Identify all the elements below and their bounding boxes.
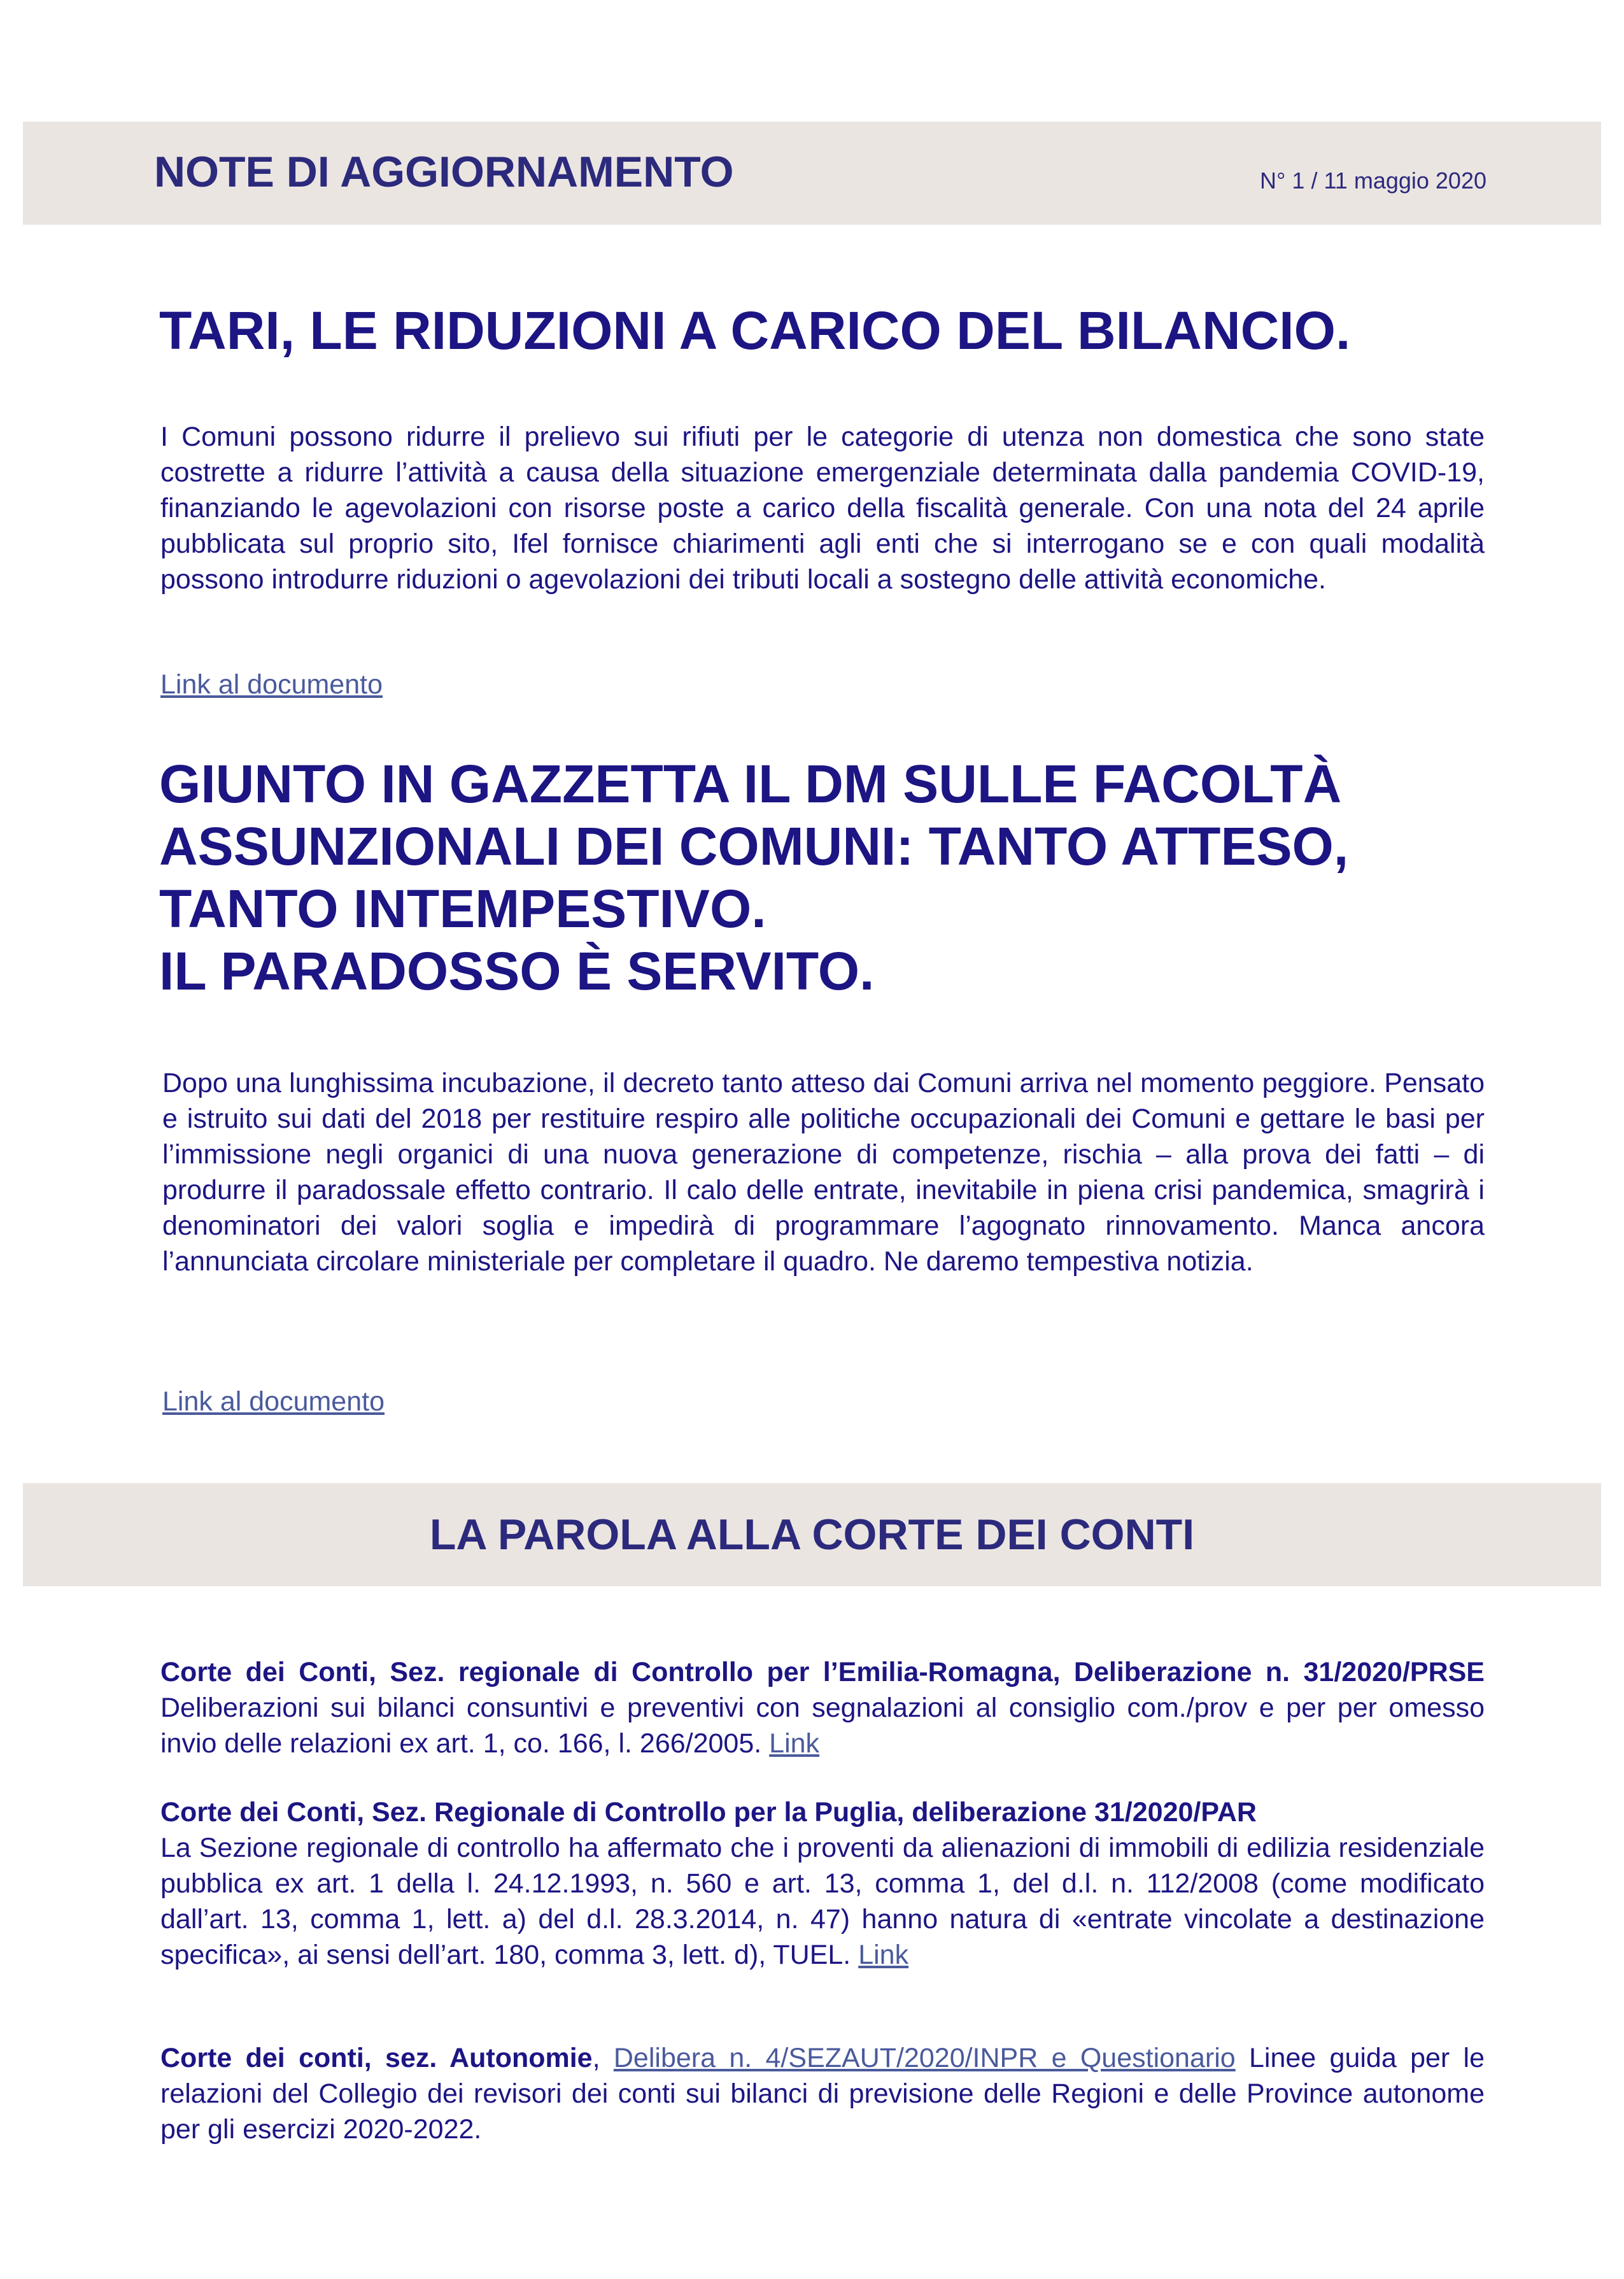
entry-text: Deliberazioni sui bilanci consuntivi e preventivi con segnalazioni al consiglio com./prov e per per omesso invio delle relazioni ex art. 1, co. 166, l. 266/2005. (160, 1693, 1485, 1759)
corte-entry-puglia (160, 1794, 1485, 1973)
article-2-headline-line: IL PARADOSSO È SERVITO. (159, 941, 875, 1001)
entry-link[interactable]: Link (858, 1940, 909, 1970)
article-1-document-link[interactable]: Link al documento (160, 669, 383, 700)
article-1-body: I Comuni possono ridurre il prelievo sui rifiuti per le categorie di utenza non domestica che sono state costrette a ridurre l’attività a causa della situazione emergenziale determinata dalla pandemia COVID-19, finanziando le agevolazioni con risorse poste a carico della fiscalità generale. Con una nota del 24 aprile pubblicata sul proprio sito, Ifel fornisce chiarimenti agli enti che si interrogano se e con quali modalità possono introdurre riduzioni o agevolazioni dei tributi locali a sostegno delle attività economiche. (160, 422, 1485, 595)
entry-link[interactable]: Link (769, 1728, 820, 1759)
corte-section-title: LA PAROLA ALLA CORTE DEI CONTI (429, 1510, 1195, 1559)
corte-entry-emilia-romagna (160, 1654, 1485, 1761)
article-2-headline (159, 753, 1348, 1002)
entry-text: Linee guida per le relazioni del Collegio dei revisori dei conti sui bilanci di previsione delle Regioni e delle Province autonome per gli esercizi 2020-2022. (160, 2043, 1485, 2145)
article-2-headline-line: ASSUNZIONALI DEI COMUNI: TANTO ATTESO, (159, 816, 1349, 876)
entry-separator: , (592, 2043, 614, 2073)
entry-source: Corte dei Conti, Sez. Regionale di Controllo per la Puglia, deliberazione 31/2020/PAR (160, 1797, 1257, 1828)
newsletter-title: NOTE DI AGGIORNAMENTO (154, 148, 734, 196)
entry-source: Corte dei conti, sez. Autonomie (160, 2043, 593, 2073)
article-2-document-link[interactable]: Link al documento (162, 1386, 385, 1417)
entry-source: Corte dei Conti, Sez. regionale di Controllo per l’Emilia-Romagna, Deliberazione n. 31/2020/PRSE (160, 1657, 1485, 1687)
article-2-headline-line: GIUNTO IN GAZZETTA IL DM SULLE FACOLTÀ (159, 754, 1342, 814)
issue-info: N° 1 / 11 maggio 2020 (1260, 167, 1486, 194)
corte-entry-autonomie (160, 2040, 1485, 2147)
article-1-headline: TARI, LE RIDUZIONI A CARICO DEL BILANCIO. (159, 301, 1351, 360)
article-2-headline-line: TANTO INTEMPESTIVO. (159, 879, 766, 939)
entry-link[interactable]: Delibera n. 4/SEZAUT/2020/INPR e Questionario (613, 2043, 1236, 2073)
article-2-body: Dopo una lunghissima incubazione, il decreto tanto atteso dai Comuni arriva nel momento peggiore. Pensato e istruito sui dati del 2018 per restituire respiro alle politiche occupazionali dei Comuni e gettare le basi per l’immissione negli organici di una nuova generazione di competenze, rischia – alla prova dei fatti – di produrre il paradossale effetto contrario. Il calo delle entrate, inevitabile in piena crisi pandemica, smagrirà i denominatori dei valori soglia e impedirà di programmare l’agognato rinnovamento. Manca ancora l’annunciata circolare ministeriale per completare il quadro. Ne daremo tempestiva notizia. (162, 1068, 1485, 1277)
entry-text: La Sezione regionale di controllo ha affermato che i proventi da alienazioni di immobili di edilizia residenziale pubblica ex art. 1 della l. 24.12.1993, n. 560 e art. 13, comma 1, del d.l. n. 112/2008 (come modificato dall’art. 13, comma 1, lett. a) del d.l. 28.3.2014, n. 47) hanno natura di «entrate vincolate a destinazione specifica», ai sensi dell’art. 180, comma 3, lett. d), TUEL. (160, 1833, 1485, 1970)
